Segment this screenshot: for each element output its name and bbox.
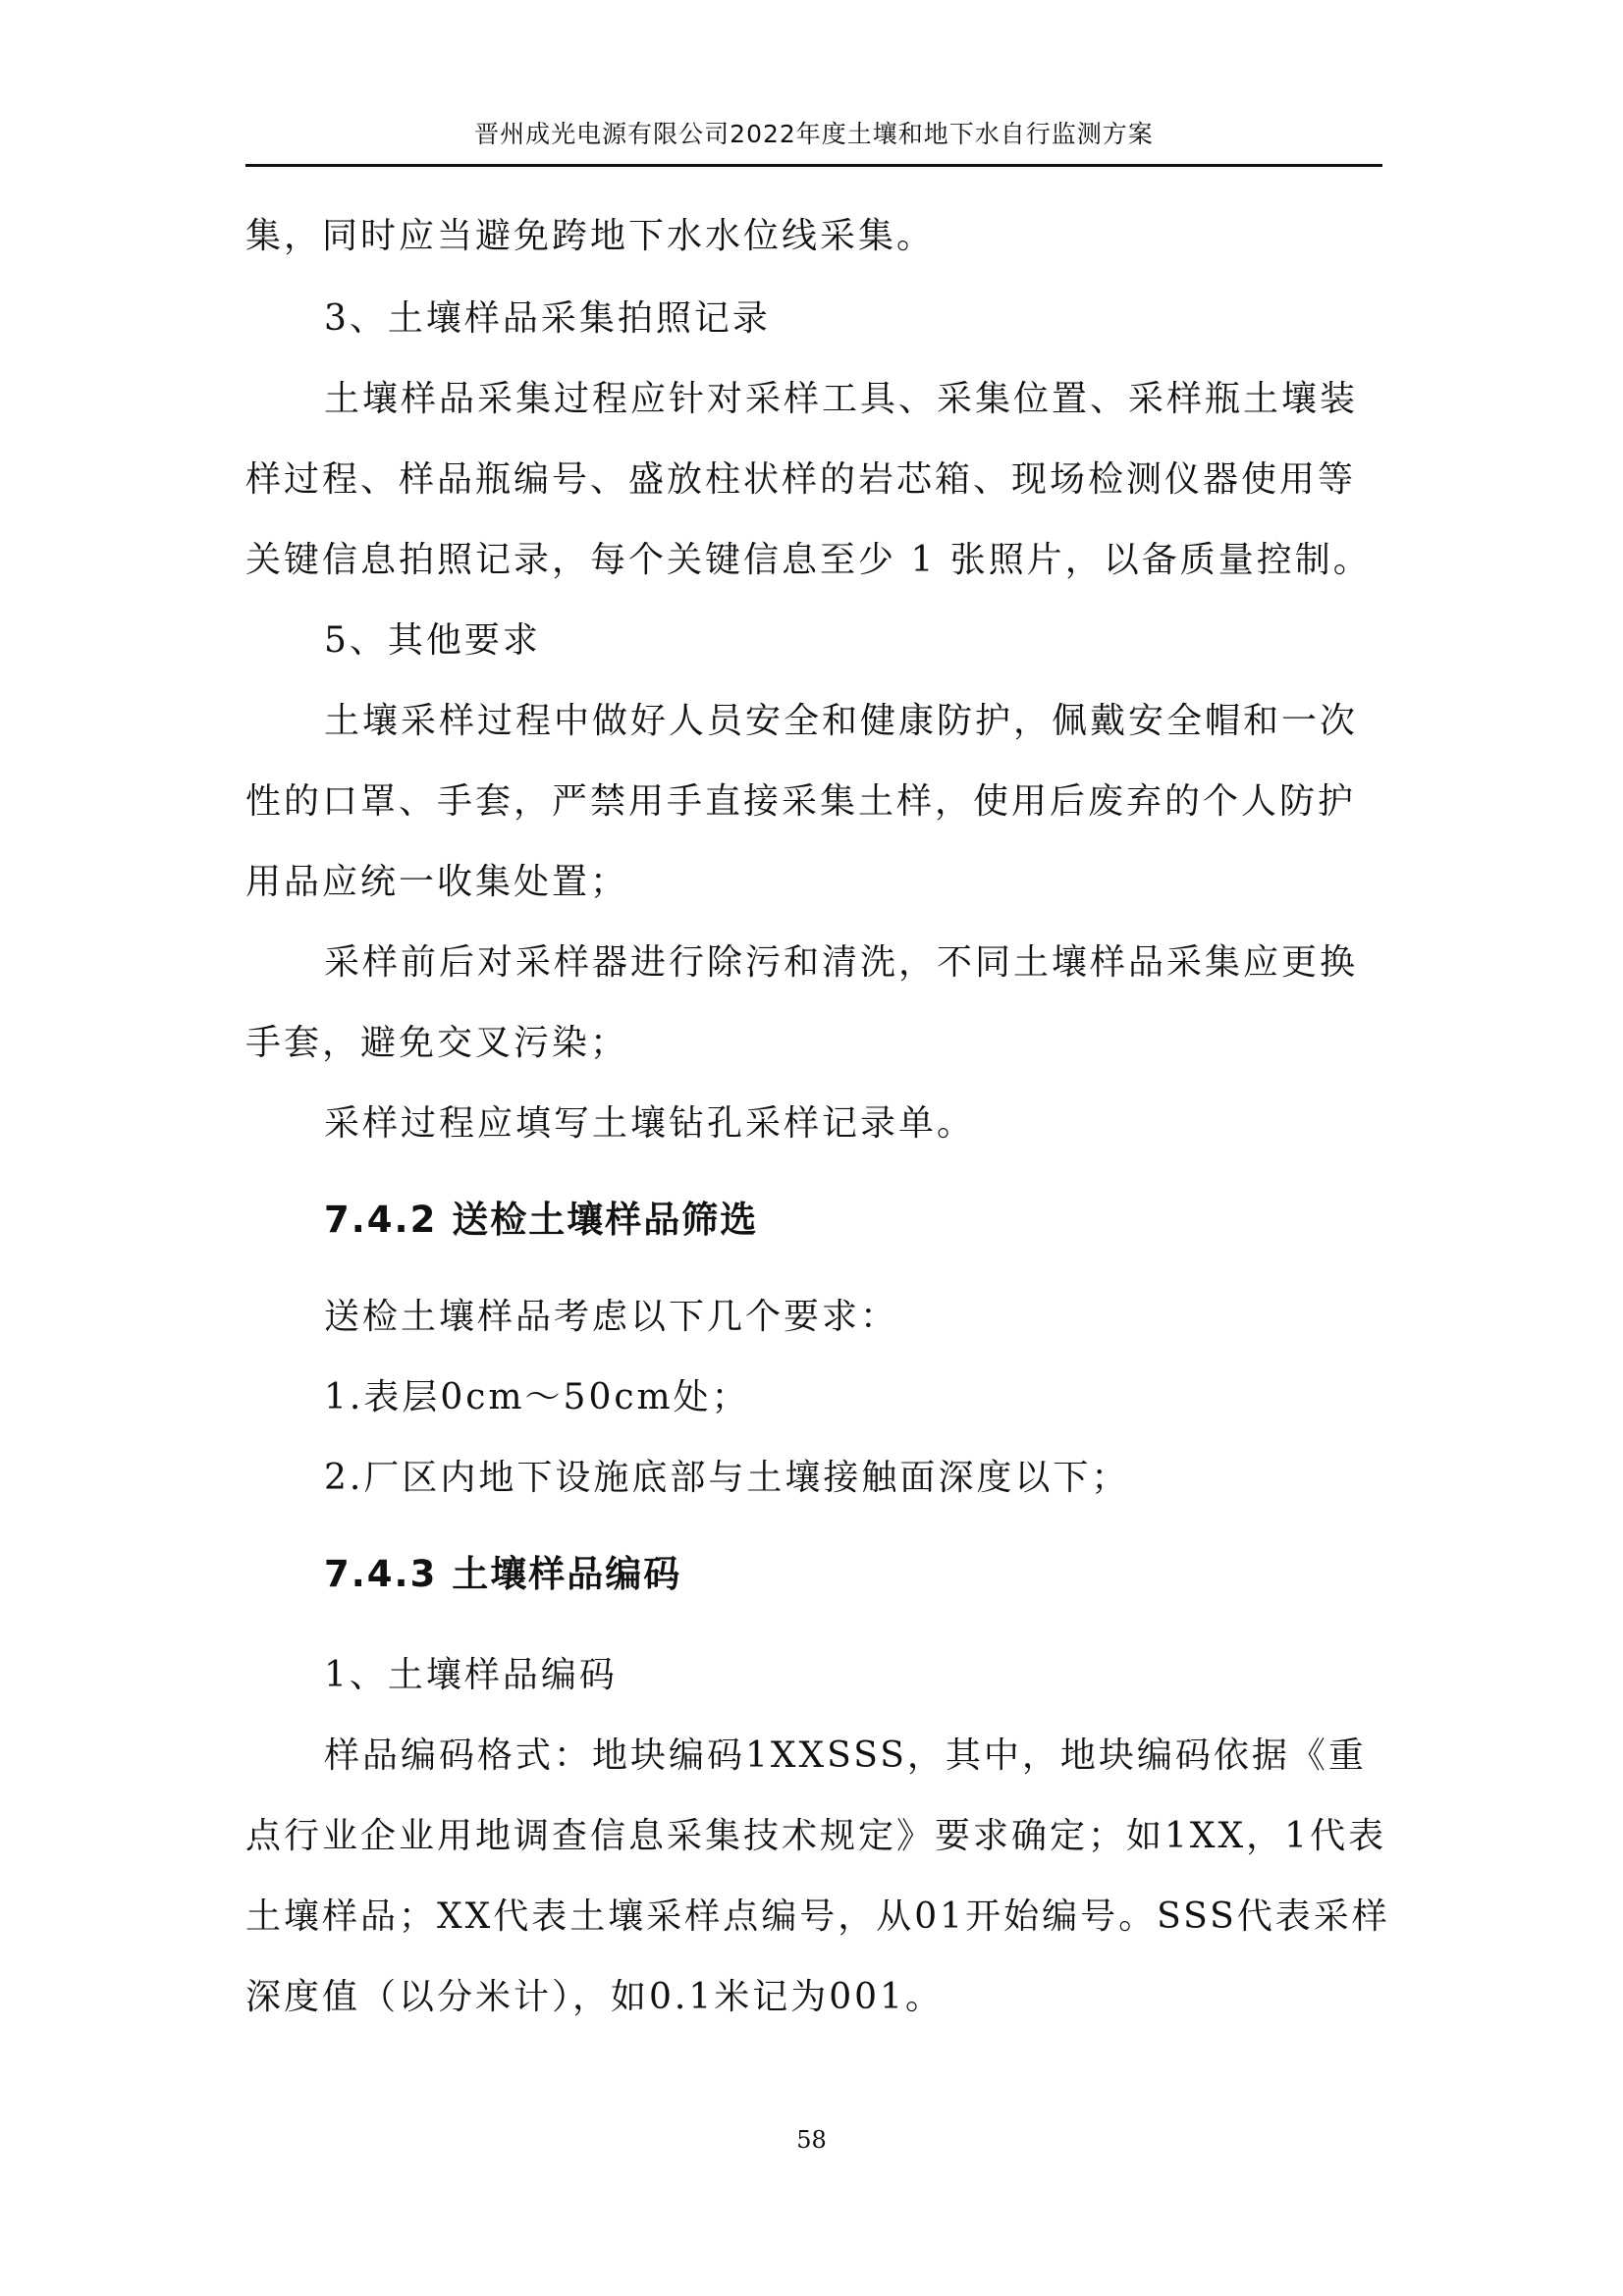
paragraph-line: 集，同时应当避免跨地下水水位线采集。 bbox=[245, 216, 936, 256]
paragraph-line: 土壤采样过程中做好人员安全和健康防护，佩戴安全帽和一次 bbox=[324, 701, 1359, 741]
page-header-title: 晋州成光电源有限公司2022年度土壤和地下水自行监测方案 bbox=[474, 120, 1154, 148]
list-item: 1.表层0cm～50cm处； bbox=[324, 1377, 750, 1417]
paragraph-line: 深度值（以分米计），如0.1米记为001。 bbox=[245, 1977, 944, 2017]
item-title: 1、土壤样品编码 bbox=[324, 1655, 618, 1695]
section-heading-743: 7.4.3 土壤样品编码 bbox=[324, 1553, 682, 1595]
paragraph-line: 送检土壤样品考虑以下几个要求： bbox=[324, 1297, 899, 1337]
paragraph-line: 土壤样品采集过程应针对采样工具、采集位置、采样瓶土壤装 bbox=[324, 379, 1359, 419]
list-item: 2.厂区内地下设施底部与土壤接触面深度以下； bbox=[324, 1458, 1130, 1498]
paragraph-line: 样品编码格式：地块编码1XXSSS，其中，地块编码依据《重 bbox=[324, 1735, 1367, 1776]
paragraph-line: 关键信息拍照记录，每个关键信息至少 1 张照片，以备质量控制。 bbox=[245, 540, 1372, 580]
item-title: 5、其他要求 bbox=[324, 620, 541, 661]
paragraph-line: 点行业企业用地调查信息采集技术规定》要求确定；如1XX，1代表 bbox=[245, 1816, 1387, 1856]
section-heading-742: 7.4.2 送检土壤样品筛选 bbox=[324, 1199, 759, 1241]
paragraph-line: 采样前后对采样器进行除污和清洗，不同土壤样品采集应更换 bbox=[324, 942, 1359, 983]
page-number: 58 bbox=[796, 2126, 827, 2154]
paragraph-line: 采样过程应填写土壤钻孔采样记录单。 bbox=[324, 1103, 976, 1144]
paragraph-line: 样过程、样品瓶编号、盛放柱状样的岩芯箱、现场检测仪器使用等 bbox=[245, 459, 1357, 500]
paragraph-line: 用品应统一收集处置； bbox=[245, 862, 629, 902]
paragraph-line: 手套，避免交叉污染； bbox=[245, 1023, 629, 1063]
paragraph-line: 土壤样品；XX代表土壤采样点编号，从01开始编号。SSS代表采样 bbox=[245, 1896, 1390, 1937]
header-divider bbox=[245, 164, 1382, 167]
paragraph-line: 性的口罩、手套，严禁用手直接采集土样，使用后废弃的个人防护 bbox=[245, 781, 1357, 822]
item-title: 3、土壤样品采集拍照记录 bbox=[324, 298, 771, 339]
